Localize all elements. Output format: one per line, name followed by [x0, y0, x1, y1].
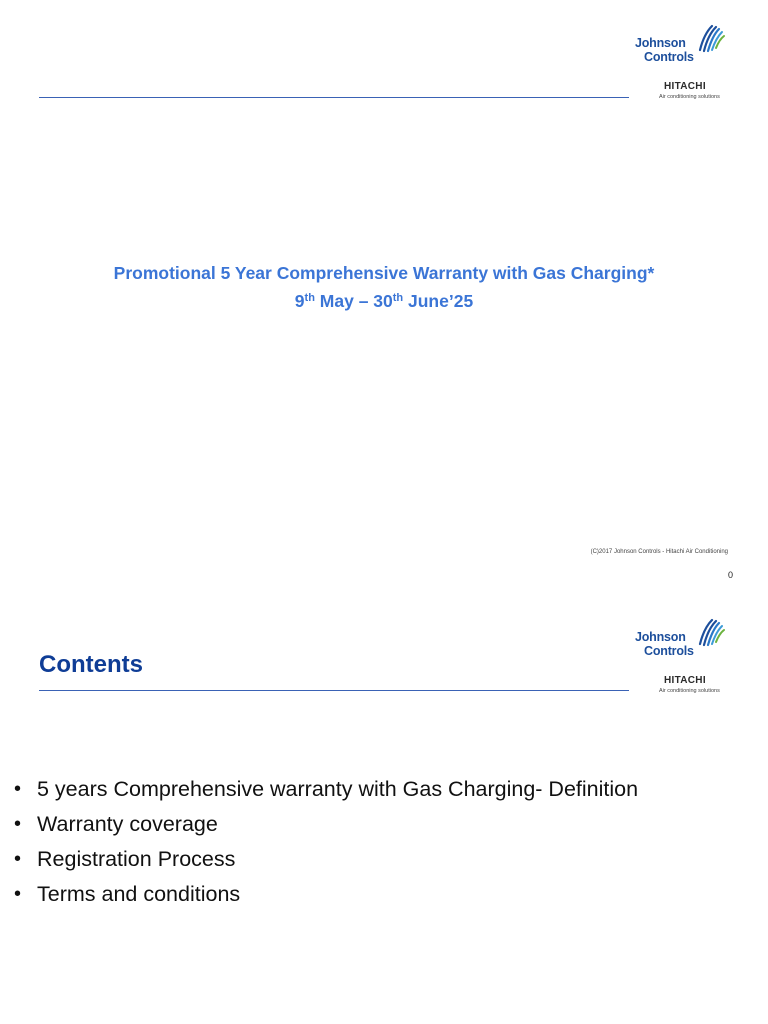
company-logo [634, 618, 734, 698]
promo-title: Promotional 5 Year Comprehensive Warranty with Gas Charging* [113, 263, 655, 283]
partner-tagline: Air conditioning solutions [659, 94, 720, 100]
partner-logo-text: HITACHI [664, 81, 706, 92]
copyright-footer: (C)2017 Johnson Controls - Hitachi Air Conditioning [590, 549, 728, 555]
date-start-day: 9 [294, 291, 305, 311]
list-item-text: Registration Process [37, 847, 236, 871]
list-item [14, 809, 638, 844]
contents-list [14, 774, 638, 914]
header-divider [39, 97, 629, 98]
logo-brand-line-1: Johnson [635, 36, 686, 50]
partner-logo-text: HITACHI [664, 675, 706, 686]
promo-dates [0, 290, 768, 312]
date-middle: May – 30 [314, 291, 393, 311]
johnson-controls-swirl-icon [694, 618, 726, 648]
logo-brand-line-2: Controls [644, 644, 694, 658]
list-item-text: 5 years Comprehensive warranty with Gas Charging- Definition [37, 777, 639, 801]
bullet-icon: • [14, 883, 22, 905]
list-item-text: Warranty coverage [37, 812, 218, 836]
list-item [14, 774, 638, 809]
date-end-suffix: th [392, 292, 404, 304]
contents-slide [0, 594, 768, 1024]
header-divider [39, 690, 629, 691]
list-item [14, 844, 638, 879]
page-number: 0 [727, 570, 733, 580]
johnson-controls-swirl-icon [694, 24, 726, 54]
contents-heading: Contents [39, 651, 143, 678]
date-start-suffix: th [304, 292, 315, 304]
company-logo [634, 24, 734, 104]
logo-brand-line-2: Controls [644, 50, 694, 64]
bullet-icon: • [14, 813, 22, 835]
logo-brand-line-1: Johnson [635, 630, 686, 644]
partner-tagline: Air conditioning solutions [659, 688, 720, 694]
date-end: June’25 [403, 291, 474, 311]
bullet-icon: • [14, 778, 22, 800]
bullet-icon: • [14, 848, 22, 870]
list-item [14, 879, 638, 914]
list-item-text: Terms and conditions [37, 882, 241, 906]
